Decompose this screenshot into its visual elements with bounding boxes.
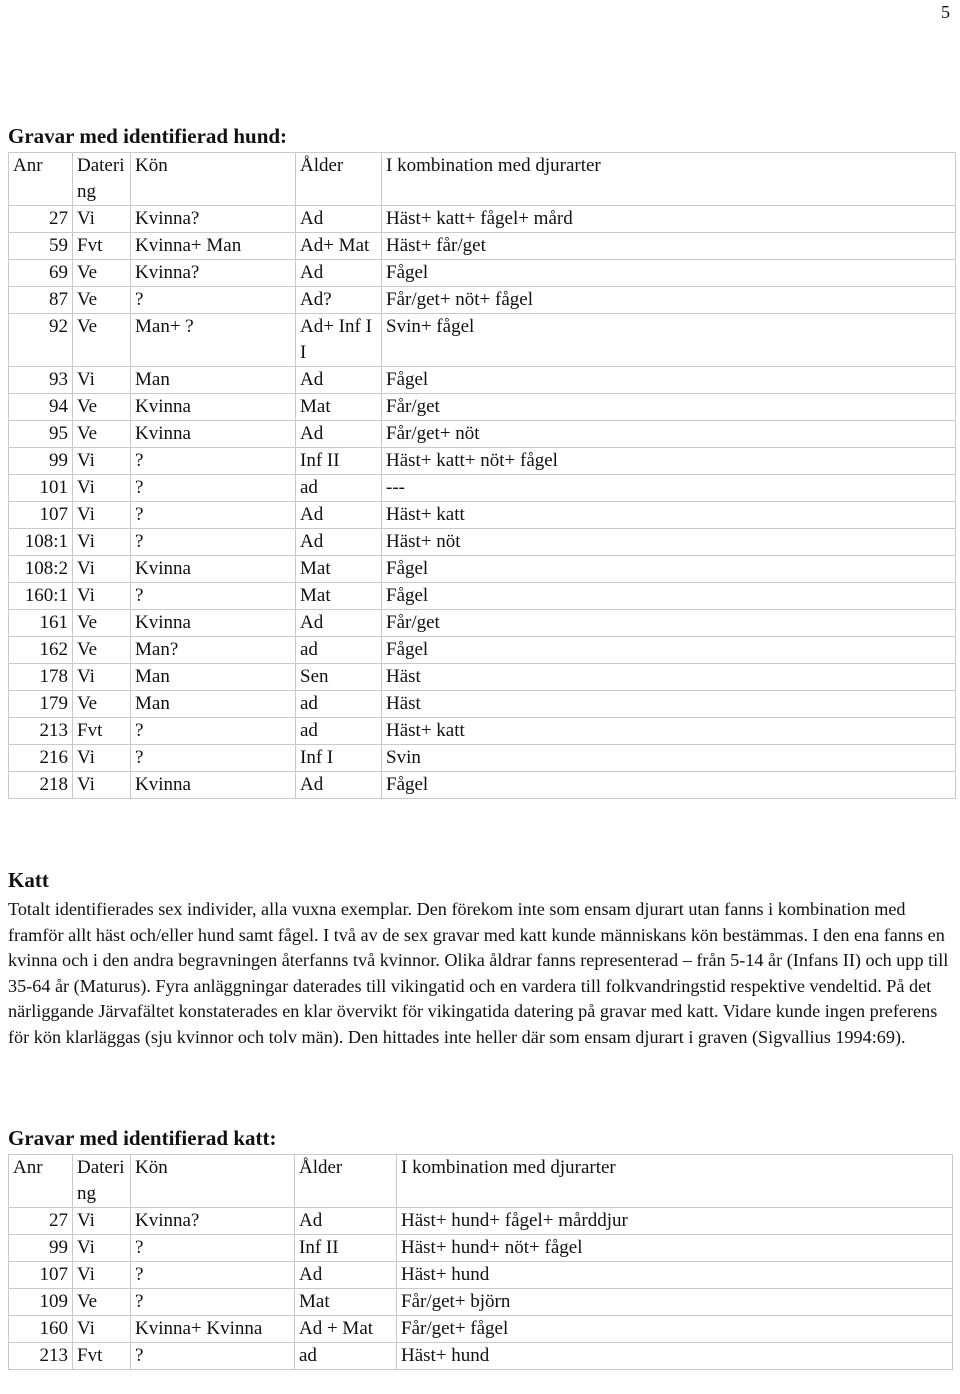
table-cell: Man [131, 664, 296, 691]
table-cell: ? [131, 502, 296, 529]
column-header: Kön [131, 1155, 295, 1208]
table-cell: Kvinna [131, 421, 296, 448]
column-header: Anr [9, 1155, 73, 1208]
table-cell: 94 [9, 394, 73, 421]
table-cell: Man? [131, 637, 296, 664]
table-cell: Häst+ får/get [382, 233, 956, 260]
table-cell: Vi [73, 502, 131, 529]
table-cell: 95 [9, 421, 73, 448]
table-cell: ? [131, 1289, 295, 1316]
table-cell: 161 [9, 610, 73, 637]
table-row [9, 260, 956, 287]
table-cell: 108:2 [9, 556, 73, 583]
table-cell: Kvinna? [131, 260, 296, 287]
table-row [9, 637, 956, 664]
table-cell: Häst+ nöt [382, 529, 956, 556]
column-header: I kombination med djurarter [397, 1155, 953, 1208]
table-cell: Häst+ katt+ fågel+ mård [382, 206, 956, 233]
table-row [9, 394, 956, 421]
table-row [9, 1289, 953, 1316]
table-cell: Får/get+ nöt [382, 421, 956, 448]
table-cell: Mat [296, 394, 382, 421]
table-cell: 27 [9, 1208, 73, 1235]
table-cell: Fvt [73, 1343, 131, 1370]
table-cell: ? [131, 1235, 295, 1262]
table-cell: Vi [73, 448, 131, 475]
table-row [9, 314, 956, 367]
dog-graves-table [8, 152, 956, 799]
table-cell: 213 [9, 718, 73, 745]
column-header: Ålder [296, 153, 382, 206]
column-header: Kön [131, 153, 296, 206]
page-number: 5 [941, 2, 950, 22]
table-cell: 93 [9, 367, 73, 394]
table-row [9, 367, 956, 394]
table-cell: 99 [9, 1235, 73, 1262]
table-cell: 162 [9, 637, 73, 664]
table-cell: Ve [73, 287, 131, 314]
table-cell: Ad [296, 206, 382, 233]
table-cell: ? [131, 583, 296, 610]
table-cell: Kvinna? [131, 206, 296, 233]
table-cell: Fågel [382, 583, 956, 610]
table-cell: Mat [296, 556, 382, 583]
table-cell: Ve [73, 394, 131, 421]
table-cell: Ad [296, 260, 382, 287]
table-cell: Svin [382, 745, 956, 772]
table-cell: Inf II [295, 1235, 397, 1262]
table-cell: Man+ ? [131, 314, 296, 367]
table-cell: Häst+ katt [382, 502, 956, 529]
table-cell: Vi [73, 1235, 131, 1262]
table-cell: ? [131, 448, 296, 475]
table-cell: Häst+ hund+ nöt+ fågel [397, 1235, 953, 1262]
table-cell: Man [131, 367, 296, 394]
table-cell: 179 [9, 691, 73, 718]
table-cell: Fvt [73, 233, 131, 260]
table-cell: Kvinna [131, 394, 296, 421]
table-cell: Kvinna+ Kvinna [131, 1316, 295, 1343]
table-row [9, 556, 956, 583]
table-row [9, 287, 956, 314]
table-cell: Mat [295, 1289, 397, 1316]
cat-graves-table [8, 1154, 953, 1370]
table-cell: Kvinna [131, 556, 296, 583]
table-cell: 27 [9, 206, 73, 233]
table-cell: 69 [9, 260, 73, 287]
table-row [9, 772, 956, 799]
table-cell: 213 [9, 1343, 73, 1370]
table-cell: Vi [73, 664, 131, 691]
column-header: Ålder [295, 1155, 397, 1208]
table-cell: 107 [9, 502, 73, 529]
cat-graves-heading: Gravar med identifierad katt: [8, 1126, 277, 1150]
table-cell: 107 [9, 1262, 73, 1289]
table-cell: Får/get+ nöt+ fågel [382, 287, 956, 314]
table-cell: 92 [9, 314, 73, 367]
table-cell: Ve [73, 314, 131, 367]
table-cell: 160:1 [9, 583, 73, 610]
table-cell: Ve [73, 610, 131, 637]
table-cell: Ad [296, 529, 382, 556]
table-cell: Ve [73, 637, 131, 664]
table-cell: Sen [296, 664, 382, 691]
table-cell: ad [296, 718, 382, 745]
table-row [9, 529, 956, 556]
table-cell: Fågel [382, 367, 956, 394]
table-row [9, 502, 956, 529]
table-cell: Fågel [382, 260, 956, 287]
table-cell: Fågel [382, 772, 956, 799]
table-cell: ? [131, 475, 296, 502]
dog-graves-heading: Gravar med identifierad hund: [8, 124, 288, 148]
table-cell: 109 [9, 1289, 73, 1316]
table-cell: --- [382, 475, 956, 502]
table-cell: Kvinna? [131, 1208, 295, 1235]
table-cell: Vi [73, 206, 131, 233]
table-cell: ? [131, 745, 296, 772]
table-cell: 108:1 [9, 529, 73, 556]
table-cell: Ve [73, 421, 131, 448]
table-cell: Ad? [296, 287, 382, 314]
table-cell: Inf II [296, 448, 382, 475]
table-header-row [9, 153, 956, 206]
table-cell: Svin+ fågel [382, 314, 956, 367]
table-cell: Vi [73, 583, 131, 610]
table-cell: 101 [9, 475, 73, 502]
table-cell: Ad+ Inf II [296, 314, 382, 367]
table-cell: 178 [9, 664, 73, 691]
table-cell: Ad [296, 421, 382, 448]
table-cell: ad [296, 691, 382, 718]
table-row [9, 583, 956, 610]
table-cell: Får/get+ fågel [397, 1316, 953, 1343]
table-row [9, 421, 956, 448]
table-cell: ? [131, 1343, 295, 1370]
table-cell: ? [131, 529, 296, 556]
table-cell: 87 [9, 287, 73, 314]
table-row [9, 206, 956, 233]
table-cell: Får/get+ björn [397, 1289, 953, 1316]
table-cell: Kvinna [131, 772, 296, 799]
table-row [9, 475, 956, 502]
column-header: Anr [9, 153, 73, 206]
table-row [9, 1235, 953, 1262]
table-cell: 59 [9, 233, 73, 260]
table-cell: Häst+ hund [397, 1262, 953, 1289]
table-cell: Får/get [382, 394, 956, 421]
table-cell: Vi [73, 367, 131, 394]
table-cell: Häst+ katt+ nöt+ fågel [382, 448, 956, 475]
table-cell: Vi [73, 745, 131, 772]
table-header-row [9, 1155, 953, 1208]
table-cell: Får/get [382, 610, 956, 637]
table-row [9, 718, 956, 745]
table-cell: Häst [382, 664, 956, 691]
table-cell: Kvinna+ Man [131, 233, 296, 260]
table-cell: Ve [73, 260, 131, 287]
table-cell: Vi [73, 772, 131, 799]
table-cell: Häst+ hund+ fågel+ mårddjur [397, 1208, 953, 1235]
table-cell: Vi [73, 1208, 131, 1235]
table-cell: Vi [73, 556, 131, 583]
table-cell: ad [295, 1343, 397, 1370]
table-row [9, 1316, 953, 1343]
table-row [9, 1262, 953, 1289]
table-cell: Fågel [382, 637, 956, 664]
table-cell: ? [131, 287, 296, 314]
table-row [9, 233, 956, 260]
column-header: Datering [73, 153, 131, 206]
table-cell: 218 [9, 772, 73, 799]
table-cell: ad [296, 475, 382, 502]
table-cell: Kvinna [131, 610, 296, 637]
table-row [9, 745, 956, 772]
table-cell: Ad [295, 1262, 397, 1289]
table-cell: Ad [296, 610, 382, 637]
table-cell: ? [131, 718, 296, 745]
table-row [9, 1208, 953, 1235]
table-cell: Ve [73, 1289, 131, 1316]
table-cell: Häst+ katt [382, 718, 956, 745]
table-cell: Ad [296, 367, 382, 394]
table-cell: Häst [382, 691, 956, 718]
column-header: Datering [73, 1155, 131, 1208]
cat-heading: Katt [8, 868, 49, 892]
table-cell: Fågel [382, 556, 956, 583]
table-row [9, 610, 956, 637]
table-cell: Ve [73, 691, 131, 718]
table-cell: Vi [73, 529, 131, 556]
table-cell: Ad+ Mat [296, 233, 382, 260]
table-cell: Vi [73, 1316, 131, 1343]
table-cell: ? [131, 1262, 295, 1289]
table-row [9, 691, 956, 718]
table-cell: Man [131, 691, 296, 718]
table-cell: Ad [296, 502, 382, 529]
table-row [9, 664, 956, 691]
table-cell: 216 [9, 745, 73, 772]
table-cell: Mat [296, 583, 382, 610]
table-cell: Inf I [296, 745, 382, 772]
table-cell: Ad [295, 1208, 397, 1235]
table-cell: Vi [73, 1262, 131, 1289]
table-cell: Fvt [73, 718, 131, 745]
table-cell: Ad + Mat [295, 1316, 397, 1343]
table-cell: Vi [73, 475, 131, 502]
table-cell: ad [296, 637, 382, 664]
table-cell: 160 [9, 1316, 73, 1343]
table-cell: Ad [296, 772, 382, 799]
cat-paragraph: Totalt identifierades sex individer, alla vuxna exemplar. Den förekom inte som ensam djurart utan fanns i kombination med framför allt häst och/eller hund samt fågel. I två av de sex gravar med katt kunde människans kön bestämmas. I den ena fanns en kvinna och i den andra begravningen återfanns två kvinnor. Olika åldrar fanns representerad – från 5-14 år (Infans II) och upp till 35-64 år (Maturus). Fyra anläggningar daterades till vikingatid och en vardera till folkvandringstid respektive vendeltid. På det närliggande Järvafältet konstaterades en klar övervikt för vikingatida datering på gravar med katt. Vidare kunde ingen preferens för kön klarläggas (sju kvinnor och tolv män). Den hittades inte heller där som ensam djurart i graven (Sigvallius 1994:69). [8, 899, 949, 1047]
table-row [9, 1343, 953, 1370]
table-cell: Häst+ hund [397, 1343, 953, 1370]
table-row [9, 448, 956, 475]
table-cell: 99 [9, 448, 73, 475]
column-header: I kombination med djurarter [382, 153, 956, 206]
